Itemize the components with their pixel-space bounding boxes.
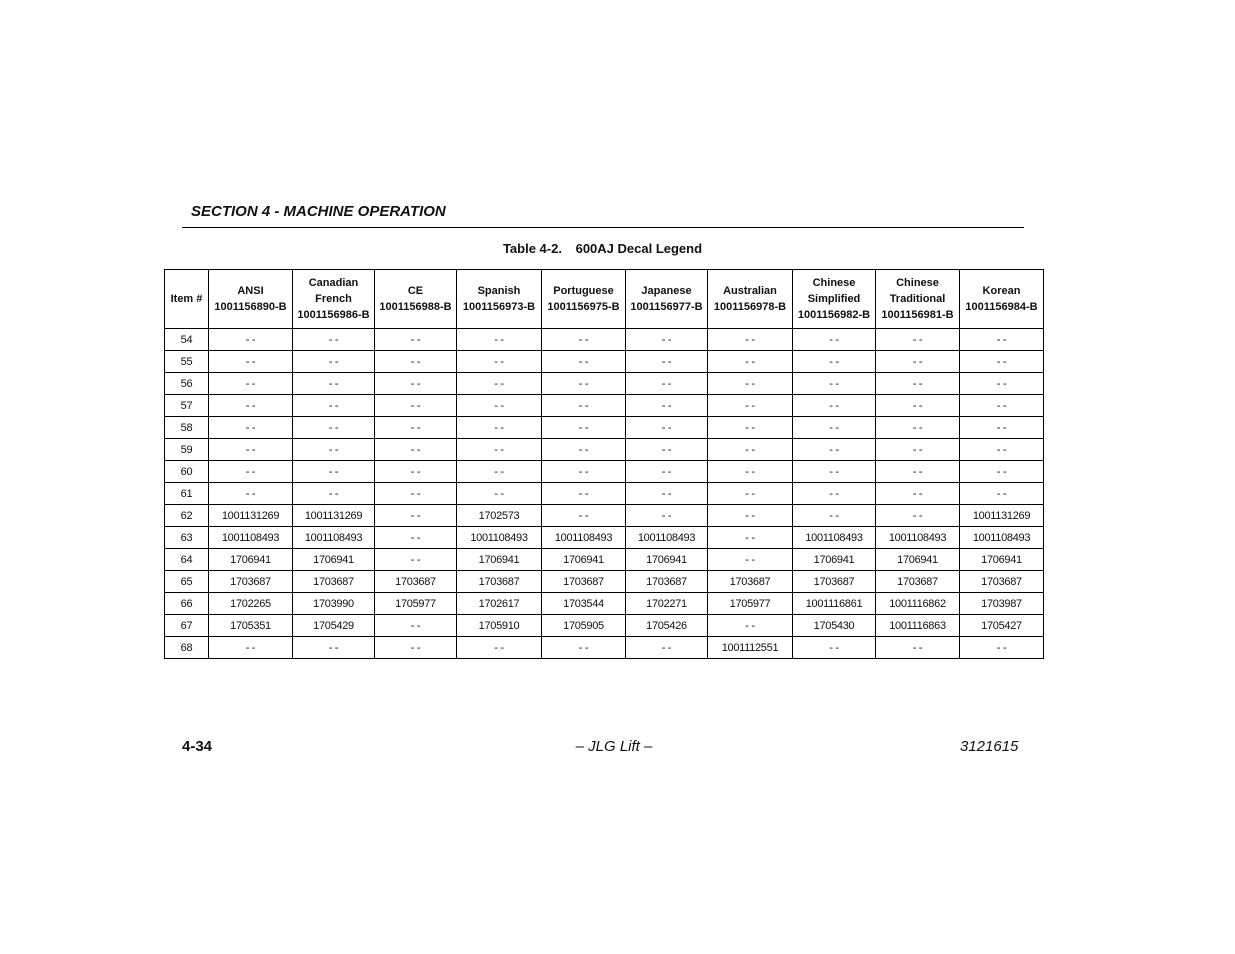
table-row: [165, 505, 1044, 527]
decal-part-cell: - -: [542, 373, 626, 395]
decal-part-cell: - -: [876, 439, 960, 461]
table-row: [165, 527, 1044, 549]
column-header-line: Canadian: [308, 277, 359, 289]
decal-part-cell: - -: [876, 351, 960, 373]
column-header-line: 1001156978-B: [713, 301, 787, 313]
column-header-line: Item #: [170, 293, 203, 305]
decal-part-cell: 1001108493: [626, 527, 708, 549]
table-row: [165, 373, 1044, 395]
decal-part-cell: - -: [375, 351, 457, 373]
table-caption: [0, 241, 1205, 256]
column-header: [165, 270, 209, 329]
decal-part-cell: - -: [457, 483, 542, 505]
decal-part-cell: 1001108493: [542, 527, 626, 549]
table-row: [165, 483, 1044, 505]
decal-part-cell: 1706941: [542, 549, 626, 571]
decal-part-cell: - -: [793, 637, 876, 659]
decal-part-cell: 1001108493: [293, 527, 375, 549]
item-number-cell: 65: [165, 571, 209, 593]
decal-part-cell: - -: [793, 483, 876, 505]
decal-part-cell: 1702265: [209, 593, 293, 615]
column-header: [960, 270, 1044, 329]
column-header-line: Japanese: [641, 285, 692, 297]
table-caption-number: Table 4-2.: [502, 241, 562, 256]
decal-part-cell: 1001116863: [876, 615, 960, 637]
decal-part-cell: 1001131269: [209, 505, 293, 527]
decal-part-cell: - -: [876, 637, 960, 659]
table-row: [165, 351, 1044, 373]
decal-part-cell: 1705426: [626, 615, 708, 637]
decal-part-cell: - -: [375, 395, 457, 417]
column-header-line: Chinese: [896, 277, 939, 289]
decal-part-cell: - -: [209, 417, 293, 439]
item-number-cell: 55: [165, 351, 209, 373]
decal-part-cell: - -: [708, 549, 793, 571]
decal-part-cell: - -: [708, 615, 793, 637]
decal-part-cell: 1001131269: [960, 505, 1044, 527]
item-number-cell: 54: [165, 329, 209, 351]
column-header-line: 1001156977-B: [630, 301, 703, 313]
decal-part-cell: - -: [793, 439, 876, 461]
decal-part-cell: 1703687: [375, 571, 457, 593]
decal-part-cell: - -: [542, 505, 626, 527]
table-header-row: [165, 270, 1044, 329]
decal-part-cell: - -: [626, 461, 708, 483]
decal-part-cell: 1705977: [708, 593, 793, 615]
decal-part-cell: - -: [626, 395, 708, 417]
column-header-line: 1001156975-B: [547, 301, 620, 313]
column-header: [209, 270, 293, 329]
column-header-line: Australian: [723, 285, 777, 297]
decal-part-cell: - -: [375, 329, 457, 351]
column-header-line: Spanish: [477, 285, 521, 297]
decal-part-cell: - -: [293, 351, 375, 373]
decal-part-cell: 1703687: [209, 571, 293, 593]
decal-legend-table: [164, 269, 1044, 659]
decal-part-cell: 1705427: [960, 615, 1044, 637]
decal-part-cell: - -: [209, 461, 293, 483]
decal-part-cell: 1703687: [626, 571, 708, 593]
decal-part-cell: - -: [708, 351, 793, 373]
decal-part-cell: 1703687: [293, 571, 375, 593]
decal-part-cell: - -: [375, 527, 457, 549]
decal-part-cell: - -: [209, 373, 293, 395]
decal-part-cell: 1703687: [793, 571, 876, 593]
decal-part-cell: - -: [542, 439, 626, 461]
decal-part-cell: - -: [375, 461, 457, 483]
table-body: [165, 329, 1044, 659]
column-header-line: Traditional: [889, 293, 946, 305]
item-number-cell: 68: [165, 637, 209, 659]
column-header-line: Portuguese: [553, 285, 614, 297]
decal-part-cell: 1706941: [793, 549, 876, 571]
decal-part-cell: - -: [876, 395, 960, 417]
item-number-cell: 63: [165, 527, 209, 549]
decal-part-cell: - -: [626, 373, 708, 395]
column-header-line: 1001156986-B: [297, 309, 370, 321]
footer-page-number: 4-34: [182, 738, 213, 755]
column-header: [293, 270, 375, 329]
decal-part-cell: 1001108493: [876, 527, 960, 549]
decal-part-cell: - -: [626, 417, 708, 439]
decal-part-cell: - -: [542, 395, 626, 417]
table-row: [165, 461, 1044, 483]
decal-part-cell: - -: [375, 483, 457, 505]
decal-part-cell: - -: [209, 439, 293, 461]
decal-part-cell: 1703687: [876, 571, 960, 593]
column-header-line: 1001156988-B: [379, 301, 452, 313]
decal-part-cell: 1702271: [626, 593, 708, 615]
decal-part-cell: 1706941: [293, 549, 375, 571]
decal-part-cell: - -: [708, 329, 793, 351]
decal-part-cell: - -: [457, 395, 542, 417]
decal-part-cell: 1703544: [542, 593, 626, 615]
decal-part-cell: - -: [793, 329, 876, 351]
column-header-line: 1001156982-B: [797, 309, 871, 321]
footer-center-title: – JLG Lift –: [575, 738, 653, 755]
decal-part-cell: - -: [708, 505, 793, 527]
item-number-cell: 60: [165, 461, 209, 483]
decal-part-cell: 1705910: [457, 615, 542, 637]
decal-part-cell: 1703987: [960, 593, 1044, 615]
decal-part-cell: - -: [960, 373, 1044, 395]
table-row: [165, 615, 1044, 637]
decal-part-cell: 1703687: [542, 571, 626, 593]
decal-part-cell: - -: [375, 615, 457, 637]
column-header-line: 1001156984-B: [965, 301, 1038, 313]
decal-part-cell: - -: [960, 439, 1044, 461]
decal-part-cell: - -: [876, 461, 960, 483]
table-row: [165, 549, 1044, 571]
decal-part-cell: - -: [457, 439, 542, 461]
column-header-line: Chinese: [812, 277, 856, 289]
column-header: [708, 270, 793, 329]
decal-part-cell: - -: [293, 637, 375, 659]
decal-part-cell: - -: [626, 351, 708, 373]
footer-doc-number: 3121615: [960, 738, 1019, 755]
decal-part-cell: - -: [626, 483, 708, 505]
column-header: [542, 270, 626, 329]
decal-part-cell: - -: [293, 417, 375, 439]
decal-part-cell: 1001108493: [960, 527, 1044, 549]
decal-part-cell: 1705430: [793, 615, 876, 637]
decal-part-cell: 1703990: [293, 593, 375, 615]
column-header-line: Korean: [982, 285, 1021, 297]
item-number-cell: 62: [165, 505, 209, 527]
column-header-line: Simplified: [807, 293, 861, 305]
decal-part-cell: - -: [542, 461, 626, 483]
decal-part-cell: - -: [793, 505, 876, 527]
decal-part-cell: 1702573: [457, 505, 542, 527]
decal-part-cell: - -: [457, 637, 542, 659]
decal-part-cell: - -: [293, 439, 375, 461]
decal-part-cell: - -: [293, 395, 375, 417]
decal-part-cell: - -: [960, 637, 1044, 659]
decal-part-cell: - -: [876, 329, 960, 351]
column-header: [626, 270, 708, 329]
column-header-line: CE: [407, 285, 424, 297]
decal-part-cell: 1705429: [293, 615, 375, 637]
decal-part-cell: - -: [626, 439, 708, 461]
decal-part-cell: - -: [209, 329, 293, 351]
column-header-line: 1001156981-B: [881, 309, 954, 321]
decal-part-cell: 1706941: [876, 549, 960, 571]
decal-part-cell: 1703687: [708, 571, 793, 593]
column-header-line: 1001156890-B: [214, 301, 287, 313]
decal-part-cell: - -: [375, 637, 457, 659]
item-number-cell: 57: [165, 395, 209, 417]
section-title: SECTION 4 - MACHINE OPERATION: [191, 203, 446, 220]
decal-part-cell: - -: [457, 417, 542, 439]
decal-part-cell: 1706941: [209, 549, 293, 571]
decal-part-cell: - -: [375, 505, 457, 527]
decal-part-cell: - -: [209, 637, 293, 659]
decal-part-cell: - -: [375, 439, 457, 461]
table-row: [165, 593, 1044, 615]
decal-part-cell: 1001131269: [293, 505, 375, 527]
decal-part-cell: - -: [457, 329, 542, 351]
decal-part-cell: - -: [960, 329, 1044, 351]
decal-part-cell: 1001108493: [209, 527, 293, 549]
decal-part-cell: - -: [542, 483, 626, 505]
decal-part-cell: - -: [960, 417, 1044, 439]
table-caption-title: 600AJ Decal Legend: [575, 241, 703, 256]
decal-part-cell: - -: [960, 351, 1044, 373]
table-row: [165, 571, 1044, 593]
decal-part-cell: - -: [293, 483, 375, 505]
column-header: [375, 270, 457, 329]
decal-part-cell: - -: [793, 351, 876, 373]
item-number-cell: 59: [165, 439, 209, 461]
table-row: [165, 329, 1044, 351]
decal-part-cell: - -: [876, 417, 960, 439]
decal-part-cell: 1706941: [457, 549, 542, 571]
item-number-cell: 58: [165, 417, 209, 439]
decal-part-cell: - -: [542, 417, 626, 439]
decal-part-cell: - -: [209, 483, 293, 505]
decal-part-cell: 1001116861: [793, 593, 876, 615]
decal-part-cell: - -: [626, 329, 708, 351]
decal-part-cell: 1001116862: [876, 593, 960, 615]
decal-part-cell: 1702617: [457, 593, 542, 615]
decal-part-cell: - -: [457, 351, 542, 373]
decal-part-cell: - -: [708, 417, 793, 439]
item-number-cell: 67: [165, 615, 209, 637]
decal-part-cell: - -: [457, 461, 542, 483]
decal-part-cell: 1706941: [626, 549, 708, 571]
decal-part-cell: 1705351: [209, 615, 293, 637]
decal-part-cell: - -: [708, 373, 793, 395]
decal-part-cell: - -: [457, 373, 542, 395]
decal-part-cell: - -: [793, 373, 876, 395]
decal-part-cell: - -: [293, 461, 375, 483]
column-header: [876, 270, 960, 329]
decal-part-cell: - -: [793, 417, 876, 439]
decal-part-cell: - -: [626, 505, 708, 527]
decal-part-cell: 1001108493: [457, 527, 542, 549]
decal-part-cell: - -: [960, 461, 1044, 483]
decal-part-cell: - -: [542, 329, 626, 351]
decal-part-cell: - -: [708, 395, 793, 417]
item-number-cell: 61: [165, 483, 209, 505]
column-header-line: ANSI: [237, 285, 264, 297]
decal-part-cell: 1001112551: [708, 637, 793, 659]
table-row: [165, 395, 1044, 417]
column-header-line: 1001156973-B: [462, 301, 536, 313]
decal-part-cell: - -: [293, 329, 375, 351]
table-row: [165, 417, 1044, 439]
decal-part-cell: - -: [293, 373, 375, 395]
decal-part-cell: - -: [960, 483, 1044, 505]
decal-part-cell: - -: [708, 483, 793, 505]
decal-part-cell: 1703687: [960, 571, 1044, 593]
decal-part-cell: - -: [708, 461, 793, 483]
decal-part-cell: 1705977: [375, 593, 457, 615]
decal-part-cell: - -: [708, 527, 793, 549]
decal-part-cell: - -: [793, 461, 876, 483]
item-number-cell: 66: [165, 593, 209, 615]
table-row: [165, 637, 1044, 659]
decal-part-cell: 1706941: [960, 549, 1044, 571]
decal-part-cell: - -: [542, 637, 626, 659]
column-header: [457, 270, 542, 329]
decal-part-cell: - -: [876, 483, 960, 505]
decal-part-cell: - -: [209, 395, 293, 417]
decal-part-cell: - -: [793, 395, 876, 417]
item-number-cell: 64: [165, 549, 209, 571]
decal-part-cell: - -: [876, 505, 960, 527]
decal-part-cell: - -: [626, 637, 708, 659]
section-header: [182, 201, 1024, 228]
decal-part-cell: 1001108493: [793, 527, 876, 549]
decal-part-cell: - -: [542, 351, 626, 373]
decal-part-cell: - -: [209, 351, 293, 373]
decal-part-cell: - -: [960, 395, 1044, 417]
decal-part-cell: 1703687: [457, 571, 542, 593]
decal-part-cell: - -: [375, 417, 457, 439]
column-header-line: French: [315, 293, 352, 305]
decal-part-cell: - -: [375, 549, 457, 571]
table-row: [165, 439, 1044, 461]
item-number-cell: 56: [165, 373, 209, 395]
decal-part-cell: 1705905: [542, 615, 626, 637]
table-header: [165, 270, 1044, 329]
column-header: [793, 270, 876, 329]
decal-part-cell: - -: [708, 439, 793, 461]
decal-part-cell: - -: [375, 373, 457, 395]
decal-part-cell: - -: [876, 373, 960, 395]
